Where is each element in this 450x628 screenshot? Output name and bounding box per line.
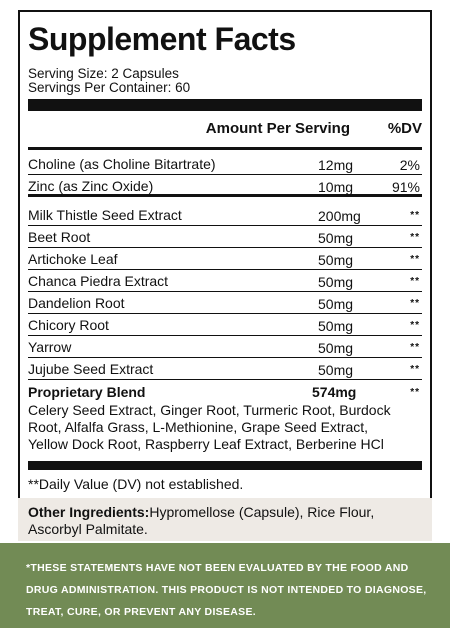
ingredient-dv: ** — [410, 320, 420, 331]
ingredient-name: Chanca Piedra Extract — [28, 273, 169, 289]
ingredient-name: Dandelion Root — [28, 295, 125, 311]
dv-header: %DV — [387, 120, 422, 137]
ingredient-dv: ** — [410, 298, 420, 309]
column-header — [28, 113, 422, 145]
nutrient-amount: 10mg — [318, 179, 354, 195]
ingredient-dv: ** — [410, 342, 420, 353]
nutrient-dv: 2% — [399, 157, 420, 173]
ingredient-dv: ** — [410, 254, 420, 265]
ingredient-amount: 50mg — [318, 318, 354, 334]
nutrient-amount: 12mg — [318, 157, 354, 173]
nutrient-dv: 91% — [391, 179, 420, 195]
nutrient-row — [28, 175, 422, 197]
amount-per-serving-header: Amount Per Serving — [205, 120, 350, 137]
ingredient-name: Artichoke Leaf — [28, 251, 118, 267]
ingredient-row — [28, 358, 422, 380]
daily-value-note: **Daily Value (DV) not established. — [28, 476, 244, 492]
ingredient-amount: 50mg — [318, 230, 354, 246]
ingredient-dv: ** — [410, 364, 420, 375]
ingredient-row — [28, 226, 422, 248]
serving-size: Serving Size: 2 Capsules — [28, 66, 179, 81]
ingredient-row — [28, 248, 422, 270]
ingredient-row — [28, 336, 422, 358]
nutrient-name: Zinc (as Zinc Oxide) — [28, 178, 154, 194]
ingredient-name: Chicory Root — [28, 317, 109, 333]
ingredient-row — [28, 292, 422, 314]
ingredient-dv: ** — [410, 276, 420, 287]
ingredient-amount: 50mg — [318, 362, 354, 378]
other-ingredients-label: Other Ingredients: — [28, 504, 150, 520]
nutrient-name: Choline (as Choline Bitartrate) — [28, 156, 216, 172]
ingredient-amount: 50mg — [318, 296, 354, 312]
ingredient-row — [28, 204, 422, 226]
servings-per-container: Servings Per Container: 60 — [28, 80, 191, 95]
ingredient-row — [28, 270, 422, 292]
medium-divider — [28, 147, 422, 150]
proprietary-blend-dv: ** — [410, 387, 420, 398]
fda-disclaimer: *THESE STATEMENTS HAVE NOT BEEN EVALUATED BY THE FOOD AND DRUG ADMINISTRATION. THIS PRODUCT IS NOT INTENDED TO DIAGNOSE, TREAT, CURE, OR PREVENT ANY DISEASE. — [0, 543, 450, 628]
nutrient-row — [28, 153, 422, 175]
proprietary-blend-amount: 574mg — [312, 384, 357, 400]
ingredient-amount: 50mg — [318, 252, 354, 268]
ingredient-row — [28, 314, 422, 336]
thick-divider — [28, 99, 422, 111]
ingredient-amount: 50mg — [318, 340, 354, 356]
supplement-facts-panel — [18, 10, 432, 502]
other-ingredients-text: Hypromellose (Capsule), Rice Flour, Ascorbyl Palmitate. — [28, 504, 375, 537]
ingredient-dv: ** — [410, 210, 420, 221]
ingredient-dv: ** — [410, 232, 420, 243]
ingredient-name: Beet Root — [28, 229, 91, 245]
ingredient-name: Jujube Seed Extract — [28, 361, 154, 377]
other-ingredients — [18, 498, 432, 541]
proprietary-blend-ingredients: Celery Seed Extract, Ginger Root, Turmeric Root, Burdock Root, Alfalfa Grass, L-Methionine, Grape Seed Extract, Yellow Dock Root, Raspberry Leaf Extract, Berberine HCl — [28, 402, 391, 452]
ingredient-amount: 50mg — [318, 274, 354, 290]
ingredient-amount: 200mg — [318, 208, 361, 224]
panel-title: Supplement Facts — [28, 21, 296, 57]
proprietary-blend-name: Proprietary Blend — [28, 384, 146, 400]
bottom-thick-divider — [28, 461, 422, 470]
ingredient-name: Milk Thistle Seed Extract — [28, 207, 182, 223]
ingredient-name: Yarrow — [28, 339, 72, 355]
